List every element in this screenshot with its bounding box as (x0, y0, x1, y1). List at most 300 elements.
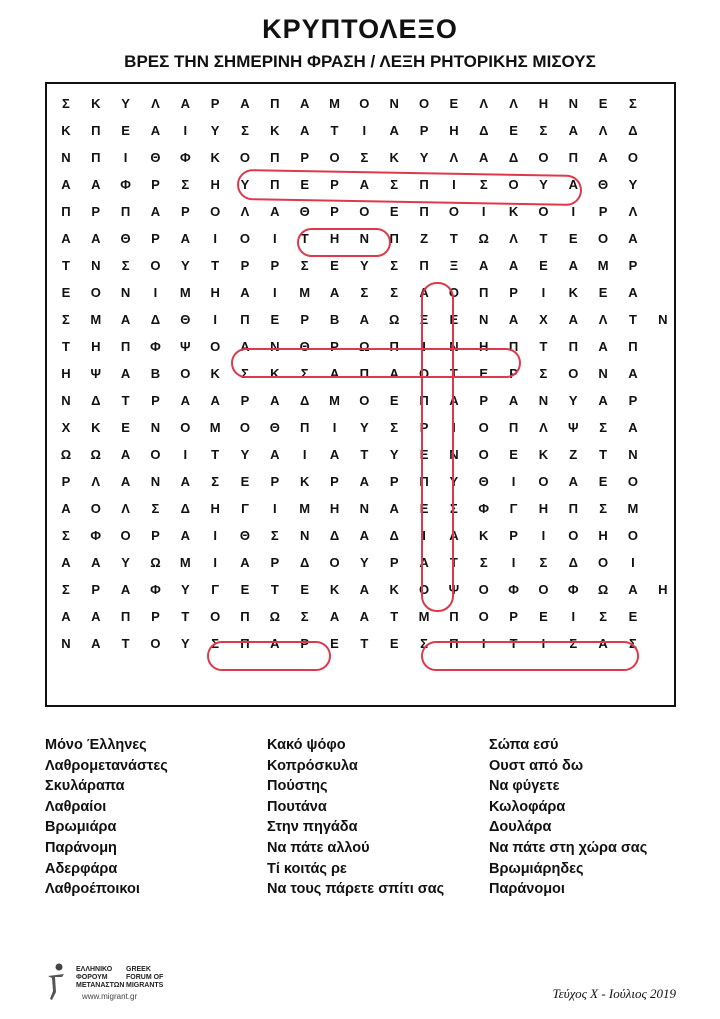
grid-cell: Λ (628, 204, 638, 219)
grid-cell: Ο (478, 582, 489, 597)
grid-cell: Π (389, 231, 399, 246)
grid-cell: Ι (183, 123, 188, 138)
grid-cell: Ο (359, 393, 370, 408)
grid-cell: Ε (389, 204, 399, 219)
grid-cell: Σ (62, 96, 70, 111)
grid-cell: Η (61, 366, 71, 381)
grid-cell: Ι (631, 555, 635, 570)
grid-cell: Μ (329, 393, 340, 408)
grid-row (51, 603, 678, 630)
grid-cell: Ν (150, 420, 161, 435)
grid-cell: Σ (539, 555, 548, 570)
grid-cell: Δ (300, 393, 310, 408)
grid-cell: Ν (91, 258, 101, 273)
grid-cell: Α (598, 339, 608, 354)
grid-cell: Ξ (449, 258, 459, 273)
word-item: Κακό ψόφο (267, 737, 346, 753)
grid-cell: Ρ (419, 123, 429, 138)
grid-cell: Α (61, 555, 71, 570)
grid-cell: Ρ (210, 96, 220, 111)
grid-cell: Σ (390, 285, 399, 300)
grid-cell: Ο (627, 150, 639, 165)
grid-cell: Ρ (509, 366, 518, 381)
grid-cell: Η (449, 123, 459, 138)
grid-cell: Π (449, 609, 459, 624)
grid-cell: Α (299, 96, 310, 111)
grid-cell: Υ (419, 150, 429, 165)
grid-cell: Υ (180, 258, 190, 273)
grid-cell: Α (120, 366, 131, 381)
grid-cell: Ρ (628, 393, 638, 408)
word-item: Σκυλάραπα (45, 778, 125, 795)
grid-cell: Τ (300, 231, 309, 246)
grid-cell: Ρ (240, 393, 250, 408)
grid-cell: Π (240, 609, 250, 624)
grid-cell: Ρ (389, 474, 399, 489)
grid-cell: Ρ (330, 204, 339, 219)
grid-cell: Α (150, 123, 161, 138)
grid-row (51, 333, 678, 360)
grid-cell: Ο (418, 366, 430, 381)
grid-cell: Ν (389, 96, 399, 111)
grid-cell: Α (568, 258, 578, 273)
grid-cell: Η (91, 339, 101, 354)
logo-text: ΜΕΤΑΝΑΣΤΩΝ (76, 982, 125, 989)
grid-cell: Κ (299, 474, 310, 489)
puzzle-title: ΚΡΥΠΤΟΛΕΞΟ (262, 14, 458, 44)
grid-cell: Η (598, 528, 608, 543)
grid-cell: Ω (90, 447, 101, 462)
grid-cell: Σ (300, 258, 309, 273)
issue-footer: Τεύχος X - Ιούλιος 2019 (552, 986, 676, 1001)
grid-cell: Α (120, 474, 131, 489)
grid-cell: Π (568, 339, 578, 354)
grid-cell: Τ (390, 609, 399, 624)
grid-cell: Π (628, 339, 638, 354)
grid-cell: Α (270, 447, 280, 462)
grid-cell: Α (479, 258, 489, 273)
grid-cell: Ο (359, 204, 370, 219)
grid-cell: Ο (239, 420, 251, 435)
word-item: Να φύγετε (489, 778, 560, 795)
grid-cell: Κ (61, 123, 71, 138)
grid-cell: Τ (181, 609, 190, 624)
grid-cell: Τ (509, 636, 518, 651)
grid-cell: Α (61, 177, 71, 192)
grid-cell: Ε (330, 636, 339, 651)
grid-cell: Υ (240, 177, 250, 192)
logo-text: MIGRANTS (126, 982, 164, 989)
grid-cell: Α (598, 636, 608, 651)
grid-cell: Ε (419, 447, 429, 462)
grid-cell: Σ (300, 609, 309, 624)
grid-cell: Ι (183, 447, 188, 462)
grid-cell: Ε (509, 123, 518, 138)
grid-cell: Σ (360, 285, 369, 300)
grid-cell: Ο (627, 474, 639, 489)
grid-cell: Ι (302, 447, 307, 462)
word-list-column-1 (45, 735, 168, 900)
grid-cell: Π (240, 636, 250, 651)
grid-cell: Π (91, 123, 101, 138)
grid-cell: Ε (628, 609, 638, 624)
grid-cell: Ι (481, 204, 486, 219)
grid-cell: Λ (598, 312, 608, 327)
grid-cell: Υ (121, 555, 130, 570)
grid-cell: Ρ (479, 393, 489, 408)
grid-cell: Ε (300, 582, 309, 597)
grid-cell: Π (240, 312, 250, 327)
grid-cell: Α (270, 636, 280, 651)
grid-cell: Θ (239, 528, 251, 543)
grid-cell: Κ (329, 582, 340, 597)
grid-cell: Ι (213, 312, 217, 327)
grid-cell: Ρ (300, 150, 309, 165)
grid-cell: Δ (628, 123, 638, 138)
grid-cell: Κ (270, 123, 280, 138)
word-item: Βρωμιάρα (45, 819, 117, 836)
grid-cell: Ψ (90, 366, 102, 381)
grid-cell: Υ (568, 393, 578, 408)
grid-cell: Τ (360, 447, 369, 462)
logo-text: ΦΟΡΟΥΜ (76, 974, 108, 981)
grid-cell: Α (389, 501, 399, 516)
grid-cell: Τ (628, 312, 637, 327)
grid-cell: Α (91, 609, 101, 624)
grid-cell: Ξ (419, 312, 429, 327)
grid-cell: Τ (121, 636, 130, 651)
word-item: Λαθραίοι (45, 798, 107, 815)
grid-cell: Α (329, 609, 340, 624)
grid-cell: Ο (627, 528, 639, 543)
word-item: Λαθροέποικοι (45, 881, 140, 898)
grid-cell: Ε (539, 258, 548, 273)
grid-cell: Α (299, 123, 310, 138)
grid-cell: Δ (180, 501, 190, 516)
grid-row (51, 279, 678, 306)
grid-cell: Ρ (270, 555, 280, 570)
grid-cell: Δ (329, 528, 340, 543)
grid-cell: Ρ (598, 204, 608, 219)
grid-cell: Ι (332, 420, 337, 435)
grid-cell: Ε (240, 582, 250, 597)
grid-cell: Ο (150, 258, 161, 273)
grid-cell: Θ (598, 177, 609, 192)
grid-cell: Σ (62, 528, 70, 543)
grid-row (51, 576, 678, 603)
grid-cell: Α (359, 609, 370, 624)
grid-cell: Π (568, 501, 578, 516)
grid-cell: Η (658, 582, 668, 597)
grid-cell: Α (240, 339, 250, 354)
word-item: Μόνο Έλληνες (45, 737, 147, 753)
grid-cell: Δ (150, 312, 161, 327)
word-item: Βρωμιάρηδες (489, 860, 584, 877)
word-item: Πούστης (267, 778, 328, 795)
grid-cell: Ο (329, 555, 340, 570)
grid-cell: Ψ (180, 339, 191, 354)
grid-cell: Ν (120, 285, 131, 300)
grid-cell: Α (91, 231, 101, 246)
grid-row (51, 468, 678, 495)
grid-cell: Τ (449, 555, 458, 570)
word-item: Κοπρόσκυλα (267, 757, 358, 774)
grid-cell: Τ (599, 447, 608, 462)
grid-cell: Α (508, 258, 519, 273)
grid-cell: Ρ (330, 474, 339, 489)
grid-cell: Α (479, 150, 489, 165)
grid-cell: Μ (179, 285, 191, 300)
grid-cell: Α (359, 312, 370, 327)
grid-cell: Π (419, 204, 429, 219)
grid-cell: Λ (151, 96, 160, 111)
grid-cell: Α (120, 447, 131, 462)
grid-cell: Ι (571, 204, 576, 219)
word-item: Σώπα εσύ (489, 737, 559, 753)
grid-cell: Π (120, 339, 131, 354)
grid-cell: Ι (511, 555, 516, 570)
grid-cell: Ε (449, 96, 459, 111)
grid-cell: Ρ (509, 528, 518, 543)
grid-cell: Ι (452, 177, 456, 192)
grid-cell: Λ (449, 150, 459, 165)
grid-cell: Λ (240, 204, 250, 219)
grid-cell: Ρ (151, 231, 160, 246)
grid-cell: Α (329, 285, 340, 300)
grid-cell: Ι (153, 285, 158, 300)
grid-cell: Χ (61, 420, 71, 435)
grid-cell: Κ (568, 285, 578, 300)
grid-cell: Δ (508, 150, 519, 165)
word-item: Τί κοιτάς ρε (267, 860, 347, 877)
grid-cell: Υ (360, 258, 369, 273)
grid-cell: Σ (599, 609, 608, 624)
grid-cell: Α (359, 528, 370, 543)
grid-cell: Ι (213, 555, 217, 570)
grid-cell: Α (91, 636, 101, 651)
grid-cell: Π (270, 150, 280, 165)
grid-cell: Ρ (509, 285, 518, 300)
grid-cell: Κ (210, 150, 220, 165)
grid-cell: Θ (269, 420, 280, 435)
grid-cell: Φ (120, 177, 131, 192)
grid-cell: Φ (150, 582, 161, 597)
grid-cell: Ρ (300, 636, 309, 651)
grid-cell: Α (568, 177, 578, 192)
grid-cell: Σ (241, 366, 249, 381)
grid-cell: Κ (538, 447, 549, 462)
grid-cell: Ρ (151, 528, 160, 543)
grid-cell: Ε (300, 177, 309, 192)
grid-cell: Θ (299, 204, 310, 219)
grid-cell: Ν (61, 150, 71, 165)
grid-cell: Ε (598, 285, 608, 300)
grid-cell: Α (359, 177, 370, 192)
grid-cell: Λ (509, 96, 518, 111)
grid-cell: Ρ (419, 420, 429, 435)
grid-row (51, 198, 678, 225)
grid-cell: Υ (180, 636, 190, 651)
grid-cell: Α (329, 366, 340, 381)
grid-cell: Υ (240, 447, 250, 462)
grid-cell: Τ (330, 123, 339, 138)
grid-cell: Ε (270, 312, 280, 327)
grid-cell: Ε (419, 501, 429, 516)
grid-cell: Ι (273, 285, 277, 300)
grid-cell: Μ (299, 501, 311, 516)
grid-cell: Ρ (91, 204, 101, 219)
grid-cell: Ε (389, 393, 399, 408)
grid-cell: Ω (478, 231, 489, 246)
grid-cell: Α (389, 123, 399, 138)
grid-cell: Ρ (151, 609, 160, 624)
grid-cell: Σ (479, 555, 488, 570)
grid-cell: Η (210, 285, 220, 300)
grid-cell: Ε (121, 420, 130, 435)
grid-cell: Π (389, 339, 399, 354)
word-item: Αδερφάρα (45, 860, 118, 877)
grid-cell: Υ (360, 420, 369, 435)
grid-cell: Ο (150, 636, 161, 651)
grid-cell: Ο (478, 609, 489, 624)
grid-cell: Η (210, 177, 220, 192)
puzzle-subtitle: ΒΡΕΣ ΤΗΝ ΣΗΜΕΡΙΝΗ ΦΡΑΣΗ / ΛΕΞΗ ΡΗΤΟΡΙΚΗΣ ΜΙΣΟΥΣ (124, 52, 596, 71)
grid-cell: Ν (61, 393, 71, 408)
word-item: Δουλάρα (489, 819, 552, 836)
grid-cell: Ε (121, 123, 130, 138)
grid-row (51, 144, 678, 171)
forum-figure-icon (44, 962, 66, 1002)
grid-row (51, 495, 678, 522)
grid-cell: Α (180, 474, 190, 489)
word-list-column-2 (267, 735, 444, 900)
grid-cell: Ρ (61, 474, 71, 489)
grid-cell: Ο (478, 447, 489, 462)
grid-cell: Τ (539, 231, 548, 246)
grid-cell: Α (61, 609, 71, 624)
grid-cell: Π (419, 393, 429, 408)
grid-cell: Σ (599, 501, 608, 516)
grid-cell: Τ (121, 393, 130, 408)
grid-cell: Α (270, 204, 280, 219)
grid-row (51, 630, 678, 657)
grid-cell: Ν (479, 312, 489, 327)
grid-cell: Σ (390, 420, 399, 435)
grid-cell: Ο (239, 231, 251, 246)
grid-cell: Ρ (151, 177, 160, 192)
grid-cell: Θ (478, 474, 489, 489)
grid-cell: Α (598, 393, 608, 408)
grid-cell: Κ (479, 528, 489, 543)
greek-forum-of-migrants-logo (38, 958, 178, 1006)
grid-cell: Η (210, 501, 220, 516)
grid-cell: Α (240, 285, 250, 300)
grid-cell: Σ (569, 636, 578, 651)
grid-row (51, 117, 678, 144)
word-item: Πουτάνα (267, 798, 327, 815)
word-item: Ουστ από δω (489, 757, 584, 774)
grid-cell: Τ (61, 258, 70, 273)
grid-cell: Μ (627, 501, 639, 516)
grid-cell: Σ (539, 123, 548, 138)
grid-cell: Α (120, 312, 131, 327)
grid-cell: Φ (150, 339, 161, 354)
grid-cell: Ε (61, 285, 71, 300)
grid-cell: Ε (598, 474, 608, 489)
grid-cell: Ε (509, 447, 518, 462)
word-item: Στην πηγάδα (267, 819, 358, 836)
grid-cell: Ε (568, 231, 578, 246)
grid-cell: Φ (90, 528, 102, 543)
grid-cell: Υ (210, 123, 220, 138)
grid-cell: Ι (123, 150, 128, 165)
grid-cell: Π (508, 339, 519, 354)
grid-cell: Η (329, 501, 340, 516)
grid-cell: Υ (449, 474, 459, 489)
grid-cell: Σ (629, 636, 637, 651)
grid-cell: Π (299, 420, 310, 435)
grid-cell: Φ (567, 582, 579, 597)
grid-cell: Κ (91, 96, 101, 111)
grid-cell: Τ (449, 231, 458, 246)
grid-cell: Ι (481, 636, 486, 651)
grid-cell: Σ (360, 150, 369, 165)
grid-cell: Π (479, 285, 489, 300)
grid-cell: Ε (598, 96, 608, 111)
grid-cell: Σ (62, 312, 70, 327)
logo-url: www.migrant.gr (82, 992, 138, 1001)
grid-cell: Ρ (628, 258, 638, 273)
grid-cell: Π (61, 204, 71, 219)
grid-cell: Ω (150, 555, 161, 570)
grid-cell: Α (628, 366, 638, 381)
grid-row (51, 225, 678, 252)
grid-cell: Α (180, 528, 190, 543)
grid-cell: Η (538, 501, 549, 516)
grid-cell: Τ (270, 582, 279, 597)
grid-cell: Μ (90, 312, 102, 327)
grid-cell: Ο (329, 150, 340, 165)
grid-cell: Ο (538, 582, 549, 597)
grid-cell: Σ (629, 96, 637, 111)
grid-cell: Σ (181, 177, 190, 192)
grid-cell: Ν (61, 636, 71, 651)
grid-cell: Ν (359, 501, 370, 516)
grid-cell: Μ (209, 420, 221, 435)
grid-cell: Ρ (330, 339, 339, 354)
grid-cell: Ι (541, 636, 546, 651)
grid-cell: Λ (479, 96, 489, 111)
grid-cell: Σ (211, 636, 220, 651)
word-list-column-3 (489, 735, 647, 900)
grid-cell: Α (568, 312, 578, 327)
grid-cell: Α (120, 582, 131, 597)
grid-cell: Ο (210, 339, 221, 354)
word-item: Παράνομη (45, 839, 117, 856)
grid-cell: Α (180, 393, 190, 408)
grid-cell: Β (150, 366, 161, 381)
grid-cell: Ο (598, 555, 609, 570)
grid-cell: Ο (180, 420, 191, 435)
grid-cell: Α (628, 285, 638, 300)
grid-cell: Φ (508, 582, 519, 597)
grid-cell: Σ (270, 528, 279, 543)
grid-cell: Λ (598, 123, 608, 138)
grid-cell: Ι (422, 528, 426, 543)
grid-cell: Α (329, 447, 340, 462)
grid-cell: Α (598, 150, 608, 165)
grid-cell: Τ (360, 636, 369, 651)
